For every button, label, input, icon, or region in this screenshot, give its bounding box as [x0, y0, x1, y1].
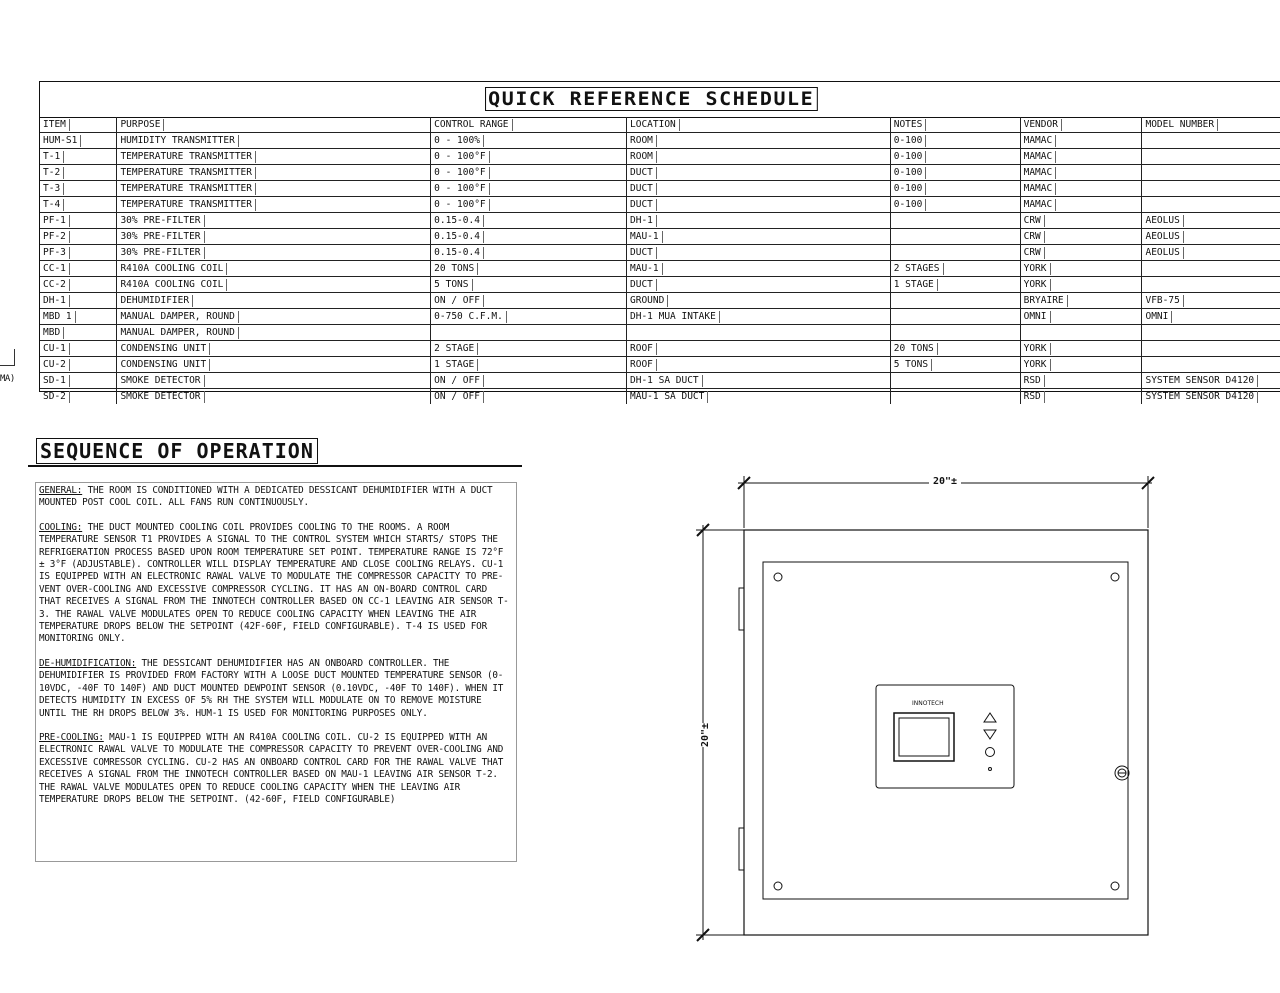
- cell-value: AEOLUS: [1145, 215, 1183, 227]
- cell-value: PF-1: [43, 215, 70, 227]
- cell-value: DH-1: [43, 295, 70, 307]
- cell-location: [627, 293, 891, 309]
- column-header-control-range: [431, 117, 627, 133]
- cell-value: T-4: [43, 199, 64, 211]
- cell-control-range: [431, 277, 627, 293]
- general-text: THE ROOM IS CONDITIONED WITH A DEDICATED DESSICANT DEHUMIDIFIER WITH A DUCT MOUNTED POST COOL COIL. ALL FANS RUN CONTINUOUSLY.: [39, 485, 493, 509]
- cell-value: T-3: [43, 183, 64, 195]
- cell-model-number: [1142, 197, 1280, 213]
- cell-vendor: [1020, 261, 1142, 277]
- cell-value: DH-1 MUA INTAKE: [630, 311, 720, 323]
- cell-value: 0.15-0.4: [434, 231, 484, 243]
- table-row: [40, 261, 1280, 277]
- cell-value: 30% PRE-FILTER: [120, 215, 204, 227]
- cell-value: MAMAC: [1024, 167, 1057, 179]
- schedule-body: [40, 133, 1280, 405]
- cell-notes: [890, 293, 1020, 309]
- cell-control-range: [431, 197, 627, 213]
- schedule-title: QUICK REFERENCE SCHEDULE: [485, 87, 817, 111]
- table-row: [40, 213, 1280, 229]
- column-header-label: MODEL NUMBER: [1145, 119, 1218, 131]
- cell-location: [627, 277, 891, 293]
- cell-notes: [890, 133, 1020, 149]
- cell-value: MAMAC: [1024, 199, 1057, 211]
- cell-control-range: [431, 357, 627, 373]
- column-header-purpose: [117, 117, 431, 133]
- cell-vendor: [1020, 341, 1142, 357]
- cell-value: DH-1 SA DUCT: [630, 375, 703, 387]
- schedule-table: [40, 117, 1280, 404]
- cell-control-range: [431, 165, 627, 181]
- cell-model-number: [1142, 293, 1280, 309]
- cell-value: CONDENSING UNIT: [120, 343, 210, 355]
- lock-icon: [1115, 766, 1129, 780]
- sequence-text-box: [35, 482, 517, 862]
- column-header-label: CONTROL RANGE: [434, 119, 512, 131]
- cell-value: DUCT: [630, 199, 657, 211]
- controller-screen: [899, 718, 949, 756]
- cell-value: MAMAC: [1024, 183, 1057, 195]
- cell-vendor: [1020, 149, 1142, 165]
- cell-model-number: [1142, 373, 1280, 389]
- cell-purpose: [117, 277, 431, 293]
- cell-location: [627, 149, 891, 165]
- cell-location: [627, 373, 891, 389]
- paragraph-dehumidification: [39, 658, 513, 720]
- cell-value: MANUAL DAMPER, ROUND: [120, 327, 238, 339]
- controller-panel: [876, 685, 1014, 788]
- sequence-title: SEQUENCE OF OPERATION: [36, 438, 318, 464]
- hinge-top: [739, 588, 744, 630]
- cell-model-number: [1142, 181, 1280, 197]
- table-row: [40, 357, 1280, 373]
- cell-location: [627, 165, 891, 181]
- cell-item: [40, 277, 117, 293]
- cell-purpose: [117, 341, 431, 357]
- cell-control-range: [431, 341, 627, 357]
- cell-item: [40, 229, 117, 245]
- column-header-label: NOTES: [894, 119, 927, 131]
- column-header-item: [40, 117, 117, 133]
- cell-item: [40, 245, 117, 261]
- cell-value: MAMAC: [1024, 151, 1057, 163]
- table-row: [40, 389, 1280, 405]
- cell-item: [40, 357, 117, 373]
- table-row: [40, 165, 1280, 181]
- column-header-label: PURPOSE: [120, 119, 164, 131]
- cell-value: 0 - 100°F: [434, 167, 489, 179]
- cell-value: AEOLUS: [1145, 247, 1183, 259]
- cell-value: R410A COOLING COIL: [120, 263, 227, 275]
- cell-value: CU-2: [43, 359, 70, 371]
- mount-hole-bottom-right: [1111, 882, 1119, 890]
- cell-item: [40, 181, 117, 197]
- cell-vendor: [1020, 229, 1142, 245]
- cell-model-number: [1142, 357, 1280, 373]
- cell-notes: [890, 277, 1020, 293]
- cell-location: [627, 133, 891, 149]
- cell-model-number: [1142, 261, 1280, 277]
- cell-model-number: [1142, 277, 1280, 293]
- cell-value: DUCT: [630, 183, 657, 195]
- cell-value: TEMPERATURE TRANSMITTER: [120, 199, 256, 211]
- cell-purpose: [117, 229, 431, 245]
- cell-value: CC-2: [43, 279, 70, 291]
- cell-value: PF-3: [43, 247, 70, 259]
- column-header-label: LOCATION: [630, 119, 680, 131]
- cell-value: 0-100: [894, 167, 927, 179]
- circle-button-icon: [986, 748, 995, 757]
- table-row: [40, 229, 1280, 245]
- dot-indicator-icon: [989, 768, 992, 771]
- cell-value: AEOLUS: [1145, 231, 1183, 243]
- cell-value: CU-1: [43, 343, 70, 355]
- cell-value: 30% PRE-FILTER: [120, 231, 204, 243]
- column-header-location: [627, 117, 891, 133]
- cell-model-number: [1142, 389, 1280, 405]
- table-row: [40, 245, 1280, 261]
- enclosure-svg: [690, 468, 1170, 948]
- cell-value: R410A COOLING COIL: [120, 279, 227, 291]
- cell-value: YORK: [1024, 359, 1051, 371]
- cell-notes: [890, 325, 1020, 341]
- cell-value: 5 TONS: [894, 359, 932, 371]
- cell-purpose: [117, 309, 431, 325]
- cell-vendor: [1020, 213, 1142, 229]
- cell-vendor: [1020, 309, 1142, 325]
- table-row: [40, 197, 1280, 213]
- cell-value: TEMPERATURE TRANSMITTER: [120, 183, 256, 195]
- cell-value: 0 - 100%: [434, 135, 484, 147]
- width-dimension-label: 20"±: [929, 476, 961, 488]
- cell-item: [40, 197, 117, 213]
- cell-item: [40, 325, 117, 341]
- sequence-divider: [28, 465, 522, 467]
- cell-model-number: [1142, 165, 1280, 181]
- enclosure-drawing: [690, 468, 1170, 948]
- mount-hole-top-left: [774, 573, 782, 581]
- cell-value: BRYAIRE: [1024, 295, 1068, 307]
- cell-value: OMNI: [1145, 311, 1172, 323]
- cell-purpose: [117, 213, 431, 229]
- pre-cooling-heading: PRE-COOLING:: [39, 731, 104, 743]
- column-header-notes: [890, 117, 1020, 133]
- table-row: [40, 373, 1280, 389]
- cell-vendor: [1020, 357, 1142, 373]
- cell-value: SD-1: [43, 375, 70, 387]
- cell-location: [627, 181, 891, 197]
- cell-value: 1 STAGE: [434, 359, 478, 371]
- cell-location: [627, 341, 891, 357]
- cell-notes: [890, 181, 1020, 197]
- cell-value: HUM-S1: [43, 135, 81, 147]
- cell-location: [627, 229, 891, 245]
- cell-purpose: [117, 293, 431, 309]
- cell-notes: [890, 245, 1020, 261]
- cell-vendor: [1020, 325, 1142, 341]
- table-row: [40, 133, 1280, 149]
- cell-model-number: [1142, 325, 1280, 341]
- cell-item: [40, 133, 117, 149]
- header-row: [40, 117, 1280, 133]
- cell-value: 0.15-0.4: [434, 215, 484, 227]
- cell-value: 20 TONS: [434, 263, 478, 275]
- cell-value: OMNI: [1024, 311, 1051, 323]
- paragraph-general: [39, 485, 513, 510]
- cell-value: MBD 1: [43, 311, 76, 323]
- cell-value: VFB-75: [1145, 295, 1183, 307]
- cell-value: MAMAC: [1024, 135, 1057, 147]
- column-header-label: ITEM: [43, 119, 70, 131]
- cell-vendor: [1020, 245, 1142, 261]
- cell-value: 1 STAGE: [894, 279, 938, 291]
- cell-item: [40, 341, 117, 357]
- controller-screen-bezel: [894, 713, 954, 761]
- cell-notes: [890, 197, 1020, 213]
- cell-control-range: [431, 181, 627, 197]
- hinge-bottom: [739, 828, 744, 870]
- cell-purpose: [117, 261, 431, 277]
- cell-value: 0-100: [894, 199, 927, 211]
- cell-value: MAU-1: [630, 231, 663, 243]
- cell-model-number: [1142, 341, 1280, 357]
- cell-value: 2 STAGES: [894, 263, 944, 275]
- cell-purpose: [117, 357, 431, 373]
- column-header-label: VENDOR: [1024, 119, 1062, 131]
- cell-value: YORK: [1024, 343, 1051, 355]
- cell-purpose: [117, 389, 431, 405]
- cell-location: [627, 357, 891, 373]
- cell-value: ROOF: [630, 359, 657, 371]
- cooling-heading: COOLING:: [39, 521, 83, 533]
- cell-model-number: [1142, 213, 1280, 229]
- cell-value: DUCT: [630, 167, 657, 179]
- table-row: [40, 181, 1280, 197]
- cell-item: [40, 149, 117, 165]
- cell-item: [40, 309, 117, 325]
- table-row: [40, 309, 1280, 325]
- cell-value: ON / OFF: [434, 391, 484, 403]
- pre-cooling-text: MAU-1 IS EQUIPPED WITH AN R410A COOLING COIL. CU-2 IS EQUIPPED WITH AN ELECTRONIC RAWAL VALVE TO MODULATE THE COMPRESSOR CAPACITY TO PREVENT OVER-COOLING AND EXCESSIVE COMRESSOR CYCLING. CU-2 HAS AN ONBOARD CONTROL CARD FOR THE RAWAL VALVE THAT RECEIVES A SIGNAL FROM THE INNOTECH CONTROLLER BASED ON MAU-1 LEAVING AIR SENSOR T-2. THE RAWAL VALVE MODULATES OPEN TO REDUCE COOLING CAPACITY WHEN THE LEAVING AIR TEMPERATURE DROPS BELOW THE SETPOINT. (42-60F, FIELD CONFIGURABLE): [39, 731, 504, 805]
- cell-purpose: [117, 373, 431, 389]
- cell-control-range: [431, 261, 627, 277]
- cell-model-number: [1142, 133, 1280, 149]
- enclosure-outline: [744, 530, 1148, 935]
- cell-value: T-2: [43, 167, 64, 179]
- cell-purpose: [117, 325, 431, 341]
- edge-fragment-text: MA): [0, 374, 15, 384]
- cell-model-number: [1142, 149, 1280, 165]
- quick-reference-schedule: [39, 81, 1280, 402]
- dehumidification-text: THE DESSICANT DEHUMIDIFIER HAS AN ONBOARD CONTROLLER. THE DEHUMIDIFIER IS PROVIDED FROM FACTORY WITH A LOOSE DUCT MOUNTED TEMPERATURE SENSOR (0-10VDC, -40F TO 140F) AND DUCT MOUNTED DEWPOINT SENSOR (0.10VDC, -40F TO 140F). WHEN IT DETECTS HUMIDITY IN EXCESS OF 5% RH THE SYSTEM WILL MODULATE ON TO REMOVE MOISTURE UNTIL THE RH DROPS BELOW 3%. HUM-1 IS USED FOR MONITORING PURPOSES ONLY.: [39, 657, 504, 719]
- cell-purpose: [117, 133, 431, 149]
- cell-location: [627, 261, 891, 277]
- mount-hole-top-right: [1111, 573, 1119, 581]
- cell-item: [40, 261, 117, 277]
- cell-value: DUCT: [630, 247, 657, 259]
- cell-value: CRW: [1024, 215, 1045, 227]
- cell-value: ROOM: [630, 151, 657, 163]
- mount-hole-bottom-left: [774, 882, 782, 890]
- cell-purpose: [117, 245, 431, 261]
- cell-notes: [890, 309, 1020, 325]
- cell-value: ON / OFF: [434, 375, 484, 387]
- cell-value: RSD: [1024, 391, 1045, 403]
- cell-value: SYSTEM SENSOR D4120: [1145, 391, 1258, 403]
- enclosure-door: [763, 562, 1128, 899]
- cell-item: [40, 373, 117, 389]
- cell-value: 0-100: [894, 151, 927, 163]
- cell-vendor: [1020, 133, 1142, 149]
- cell-vendor: [1020, 165, 1142, 181]
- cell-value: SMOKE DETECTOR: [120, 391, 204, 403]
- column-header-vendor: [1020, 117, 1142, 133]
- cell-control-range: [431, 149, 627, 165]
- cell-location: [627, 197, 891, 213]
- cell-model-number: [1142, 229, 1280, 245]
- cell-location: [627, 389, 891, 405]
- cell-value: 0-100: [894, 135, 927, 147]
- cell-value: DUCT: [630, 279, 657, 291]
- cell-control-range: [431, 293, 627, 309]
- cell-value: 2 STAGE: [434, 343, 478, 355]
- cell-value: TEMPERATURE TRANSMITTER: [120, 151, 256, 163]
- cell-value: MANUAL DAMPER, ROUND: [120, 311, 238, 323]
- cell-value: 0-750 C.F.M.: [434, 311, 507, 323]
- table-row: [40, 341, 1280, 357]
- up-arrow-icon: [984, 713, 996, 722]
- cell-notes: [890, 229, 1020, 245]
- edge-fragment: [0, 349, 22, 389]
- cell-value: CONDENSING UNIT: [120, 359, 210, 371]
- table-row: [40, 325, 1280, 341]
- cell-notes: [890, 165, 1020, 181]
- cell-value: 0-100: [894, 183, 927, 195]
- cell-purpose: [117, 149, 431, 165]
- column-header-model-number: [1142, 117, 1280, 133]
- cell-location: [627, 325, 891, 341]
- cell-control-range: [431, 309, 627, 325]
- cell-value: SMOKE DETECTOR: [120, 375, 204, 387]
- cell-value: MAU-1 SA DUCT: [630, 391, 708, 403]
- cell-value: ROOM: [630, 135, 657, 147]
- cell-vendor: [1020, 181, 1142, 197]
- cell-control-range: [431, 373, 627, 389]
- cooling-text: THE DUCT MOUNTED COOLING COIL PROVIDES COOLING TO THE ROOMS. A ROOM TEMPERATURE SENSOR T1 PROVIDES A SIGNAL TO THE CONTROL SYSTEM WHICH STARTS/ STOPS THE REFRIGERATION PROCESS BASED UPON ROOM TEMPERATURE SET POINT. TEMPERATURE RANGE IS 72°F ± 3°F (ADJUSTABLE). CONTROLLER WILL DISPLAY TEMPERATURE AND CLOSE COOLING RELAYS. CU-1 IS EQUIPPED WITH AN ELECTRONIC RAWAL VALVE TO MODULATE THE COMPRESSOR CAPACITY TO PRE-VENT OVER-COOLING AND EXCESSIVE COMPRESSOR CYCLING. IT HAS AN ON-BOARD CONTROL CARD THAT RECEIVES A SIGNAL FROM THE INNOTECH CONTROLLER BASED ON CC-1 LEAVING AIR SENSOR T-3. THE RAWAL VALVE MODULATES OPEN TO REDUCE COOLING CAPACITY WHEN LEAVING THE AIR TEMPERATURE DROPS BELOW THE SETPOINT (42F-60F, FIELD CONFIGURABLE). T-4 IS USED FOR MONITORING ONLY.: [39, 521, 509, 645]
- cell-notes: [890, 373, 1020, 389]
- cell-control-range: [431, 389, 627, 405]
- dehumidification-heading: DE-HUMIDIFICATION:: [39, 657, 137, 669]
- cell-control-range: [431, 133, 627, 149]
- cell-value: 20 TONS: [894, 343, 938, 355]
- schedule-title-row: [40, 82, 1280, 118]
- cell-value: CRW: [1024, 247, 1045, 259]
- cell-location: [627, 309, 891, 325]
- controller-brand-label: INNOTECH: [912, 700, 944, 707]
- cell-value: YORK: [1024, 263, 1051, 275]
- cell-value: SYSTEM SENSOR D4120: [1145, 375, 1258, 387]
- cell-purpose: [117, 181, 431, 197]
- cell-notes: [890, 213, 1020, 229]
- cell-value: ROOF: [630, 343, 657, 355]
- cell-value: RSD: [1024, 375, 1045, 387]
- cell-model-number: [1142, 245, 1280, 261]
- cell-item: [40, 165, 117, 181]
- cell-vendor: [1020, 197, 1142, 213]
- cell-value: 0.15-0.4: [434, 247, 484, 259]
- paragraph-pre-cooling: [39, 732, 513, 806]
- cell-notes: [890, 261, 1020, 277]
- cell-value: MAU-1: [630, 263, 663, 275]
- cell-value: ON / OFF: [434, 295, 484, 307]
- cell-value: SD-2: [43, 391, 70, 403]
- cell-notes: [890, 357, 1020, 373]
- cell-value: YORK: [1024, 279, 1051, 291]
- cell-vendor: [1020, 389, 1142, 405]
- cell-control-range: [431, 229, 627, 245]
- schedule-header: [40, 117, 1280, 133]
- cell-item: [40, 293, 117, 309]
- cell-value: DH-1: [630, 215, 657, 227]
- cell-value: CRW: [1024, 231, 1045, 243]
- cell-value: MBD: [43, 327, 64, 339]
- table-row: [40, 149, 1280, 165]
- cell-value: 30% PRE-FILTER: [120, 247, 204, 259]
- cell-value: CC-1: [43, 263, 70, 275]
- height-dimension-label: 20"±: [697, 723, 715, 747]
- cell-item: [40, 389, 117, 405]
- edge-cell: [0, 349, 15, 366]
- cell-vendor: [1020, 373, 1142, 389]
- general-heading: GENERAL:: [39, 485, 83, 496]
- cell-notes: [890, 341, 1020, 357]
- cell-value: 0 - 100°F: [434, 183, 489, 195]
- cell-value: T-1: [43, 151, 64, 163]
- cell-notes: [890, 149, 1020, 165]
- cell-value: PF-2: [43, 231, 70, 243]
- cell-value: DEHUMIDIFIER: [120, 295, 193, 307]
- cell-control-range: [431, 325, 627, 341]
- cell-value: 0 - 100°F: [434, 199, 489, 211]
- cell-control-range: [431, 245, 627, 261]
- down-arrow-icon: [984, 730, 996, 739]
- table-row: [40, 293, 1280, 309]
- cell-location: [627, 213, 891, 229]
- cell-notes: [890, 389, 1020, 405]
- cell-purpose: [117, 197, 431, 213]
- cell-model-number: [1142, 309, 1280, 325]
- paragraph-cooling: [39, 522, 513, 646]
- cell-location: [627, 245, 891, 261]
- cell-value: GROUND: [630, 295, 668, 307]
- cell-vendor: [1020, 293, 1142, 309]
- cell-item: [40, 213, 117, 229]
- table-row: [40, 277, 1280, 293]
- cell-value: TEMPERATURE TRANSMITTER: [120, 167, 256, 179]
- cell-value: 5 TONS: [434, 279, 472, 291]
- cell-purpose: [117, 165, 431, 181]
- cell-value: 0 - 100°F: [434, 151, 489, 163]
- cell-value: HUMIDITY TRANSMITTER: [120, 135, 238, 147]
- cell-control-range: [431, 213, 627, 229]
- cell-vendor: [1020, 277, 1142, 293]
